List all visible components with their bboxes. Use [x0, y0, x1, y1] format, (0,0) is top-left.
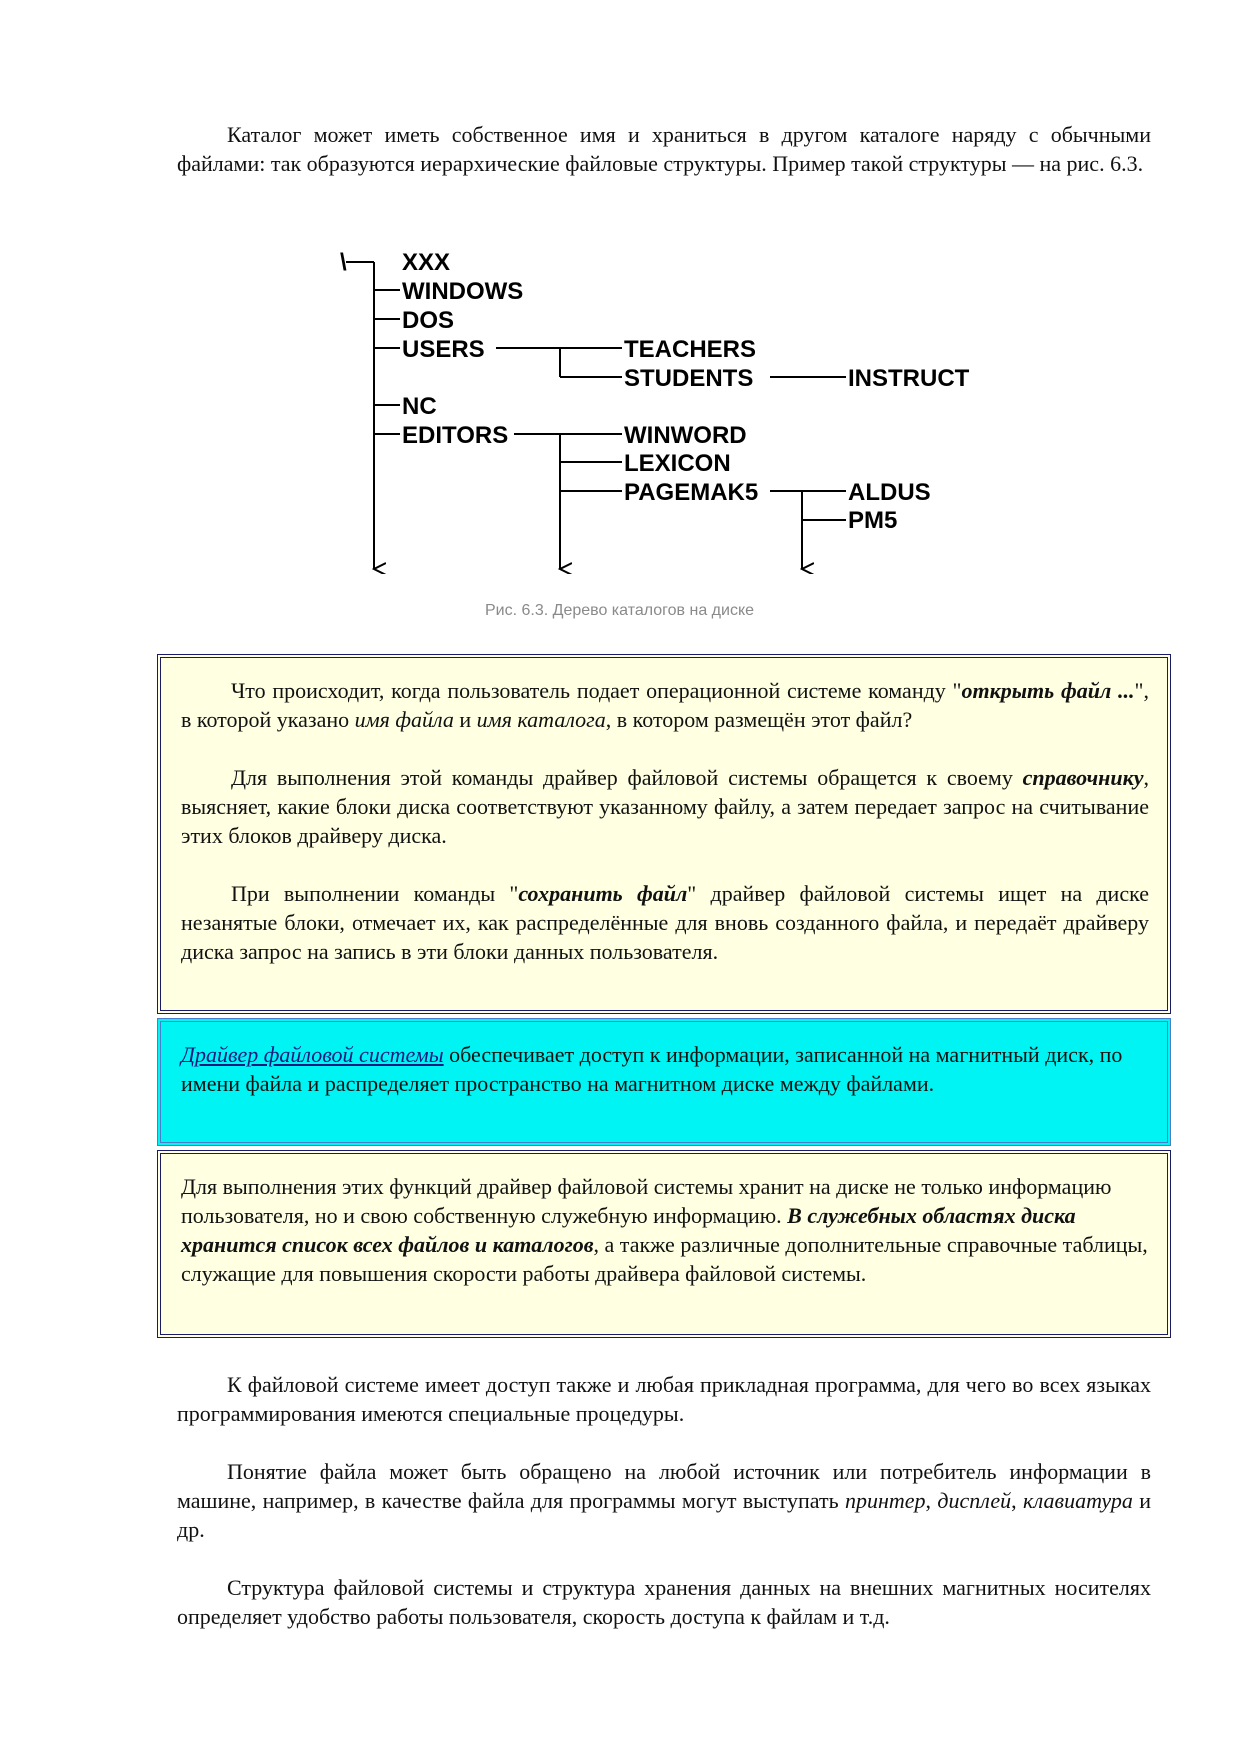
box1-text: " драйвер файловой системы ищет на диске незанятые блоки, отмечает их, как распределённые для вновь созданного файла, и передаёт драйверу диска запрос на запись в эти блоки данных пользователя.	[181, 881, 1149, 964]
intro-paragraph	[177, 120, 1151, 178]
definition-paragraph	[181, 1040, 1149, 1098]
info-box-open-save	[157, 654, 1171, 1014]
outro-text: К файловой системе имеет доступ также и любая прикладная программа, для чего во всех языках программирования имеются специальные процедуры.	[177, 1372, 1151, 1426]
directory-tree-figure	[340, 244, 1000, 574]
outro-paragraph-2	[177, 1457, 1151, 1544]
term-file-name: имя файла	[354, 707, 454, 732]
outro-paragraph-1	[177, 1370, 1151, 1428]
box3-paragraph	[181, 1172, 1149, 1288]
term-printer: принтер	[844, 1488, 926, 1513]
tree-node-editors: EDITORS	[402, 422, 509, 449]
box1-paragraph-3	[181, 879, 1149, 966]
box1-paragraph-2	[181, 763, 1149, 850]
box1-text: , в котором размещён этот файл?	[605, 707, 913, 732]
box1-text: и	[453, 707, 477, 732]
definition-text: обеспечивает доступ к информации, записанной на магнитный диск, по имени файла и распределяет пространство на магнитном диске между файлами.	[181, 1042, 1123, 1096]
box3-text: Для выполнения этих функций драйвер файловой системы хранит на диске не только информацию пользователя, но и свою собственную служебную информацию.	[181, 1174, 1112, 1228]
tree-node-instruct: INSTRUCT	[848, 365, 970, 392]
box3-emphasis: В служебных областях диска хранится список всех файлов и каталогов	[181, 1203, 1076, 1257]
term-directory-index: справочнику	[1022, 765, 1144, 790]
outro-text: ,	[1011, 1488, 1023, 1513]
box1-text: Для выполнения этой команды драйвер файловой системы обращется к своему	[231, 765, 1023, 790]
tree-node-dos: DOS	[402, 307, 455, 334]
tree-node-nc: NC	[402, 393, 437, 420]
term-keyboard: клавиатура	[1022, 1488, 1133, 1513]
tree-node-xxx: XXX	[402, 249, 451, 276]
box1-text: При выполнении команды "	[231, 881, 519, 906]
tree-node-lexicon: LEXICON	[624, 450, 731, 477]
fs-driver-link[interactable]: Драйвер файловой системы	[181, 1042, 444, 1067]
tree-node-aldus: ALDUS	[848, 479, 931, 506]
tree-node-winword: WINWORD	[624, 422, 747, 449]
command-save-file: сохранить файл	[518, 881, 688, 906]
box1-text: Что происходит, когда пользователь подает операционной системе команду "	[231, 678, 962, 703]
outro-text: Понятие файла может быть обращено на любой источник или потребитель информации в машине, например, в качестве файла для программы могут выступать	[177, 1459, 1151, 1513]
tree-root: \	[340, 249, 347, 276]
box1-paragraph-1	[181, 676, 1149, 734]
box1-text: , выясняет, какие блоки диска соответствуют указанному файлу, а затем передает запрос на считывание этих блоков драйверу диска.	[181, 765, 1149, 848]
tree-node-pm5: PM5	[848, 507, 898, 534]
definition-box	[157, 1018, 1171, 1146]
tree-node-users: USERS	[402, 336, 485, 363]
info-box-service-info	[157, 1150, 1171, 1338]
tree-node-windows: WINDOWS	[402, 278, 524, 305]
tree-node-teachers: TEACHERS	[624, 336, 757, 363]
term-directory-name: имя каталога	[476, 707, 606, 732]
outro-paragraph-3	[177, 1573, 1151, 1631]
box3-text: , а также различные дополнительные справочные таблицы, служащие для повышения скорости работы драйвера файловой системы.	[181, 1232, 1148, 1286]
outro-text: и др.	[177, 1488, 1152, 1542]
command-open-file: открыть файл ...	[961, 678, 1135, 703]
box1-text: ", в которой указано	[181, 678, 1150, 732]
figure-caption: Рис. 6.3. Дерево каталогов на диске	[484, 602, 755, 619]
term-display: дисплей	[937, 1488, 1012, 1513]
tree-node-students: STUDENTS	[624, 365, 754, 392]
outro-text: Структура файловой системы и структура хранения данных на внешних магнитных носителях определяет удобство работы пользователя, скорость доступа к файлам и т.д.	[177, 1575, 1151, 1629]
intro-text: Каталог может иметь собственное имя и храниться в другом каталоге наряду с обычными файлами: так образуются иерархические файловые структуры. Пример такой структуры — на рис. 6.3.	[177, 122, 1151, 176]
tree-node-pagemak5: PAGEMAK5	[624, 479, 759, 506]
directory-tree-diagram	[340, 244, 1000, 574]
outro-text: ,	[925, 1488, 938, 1513]
